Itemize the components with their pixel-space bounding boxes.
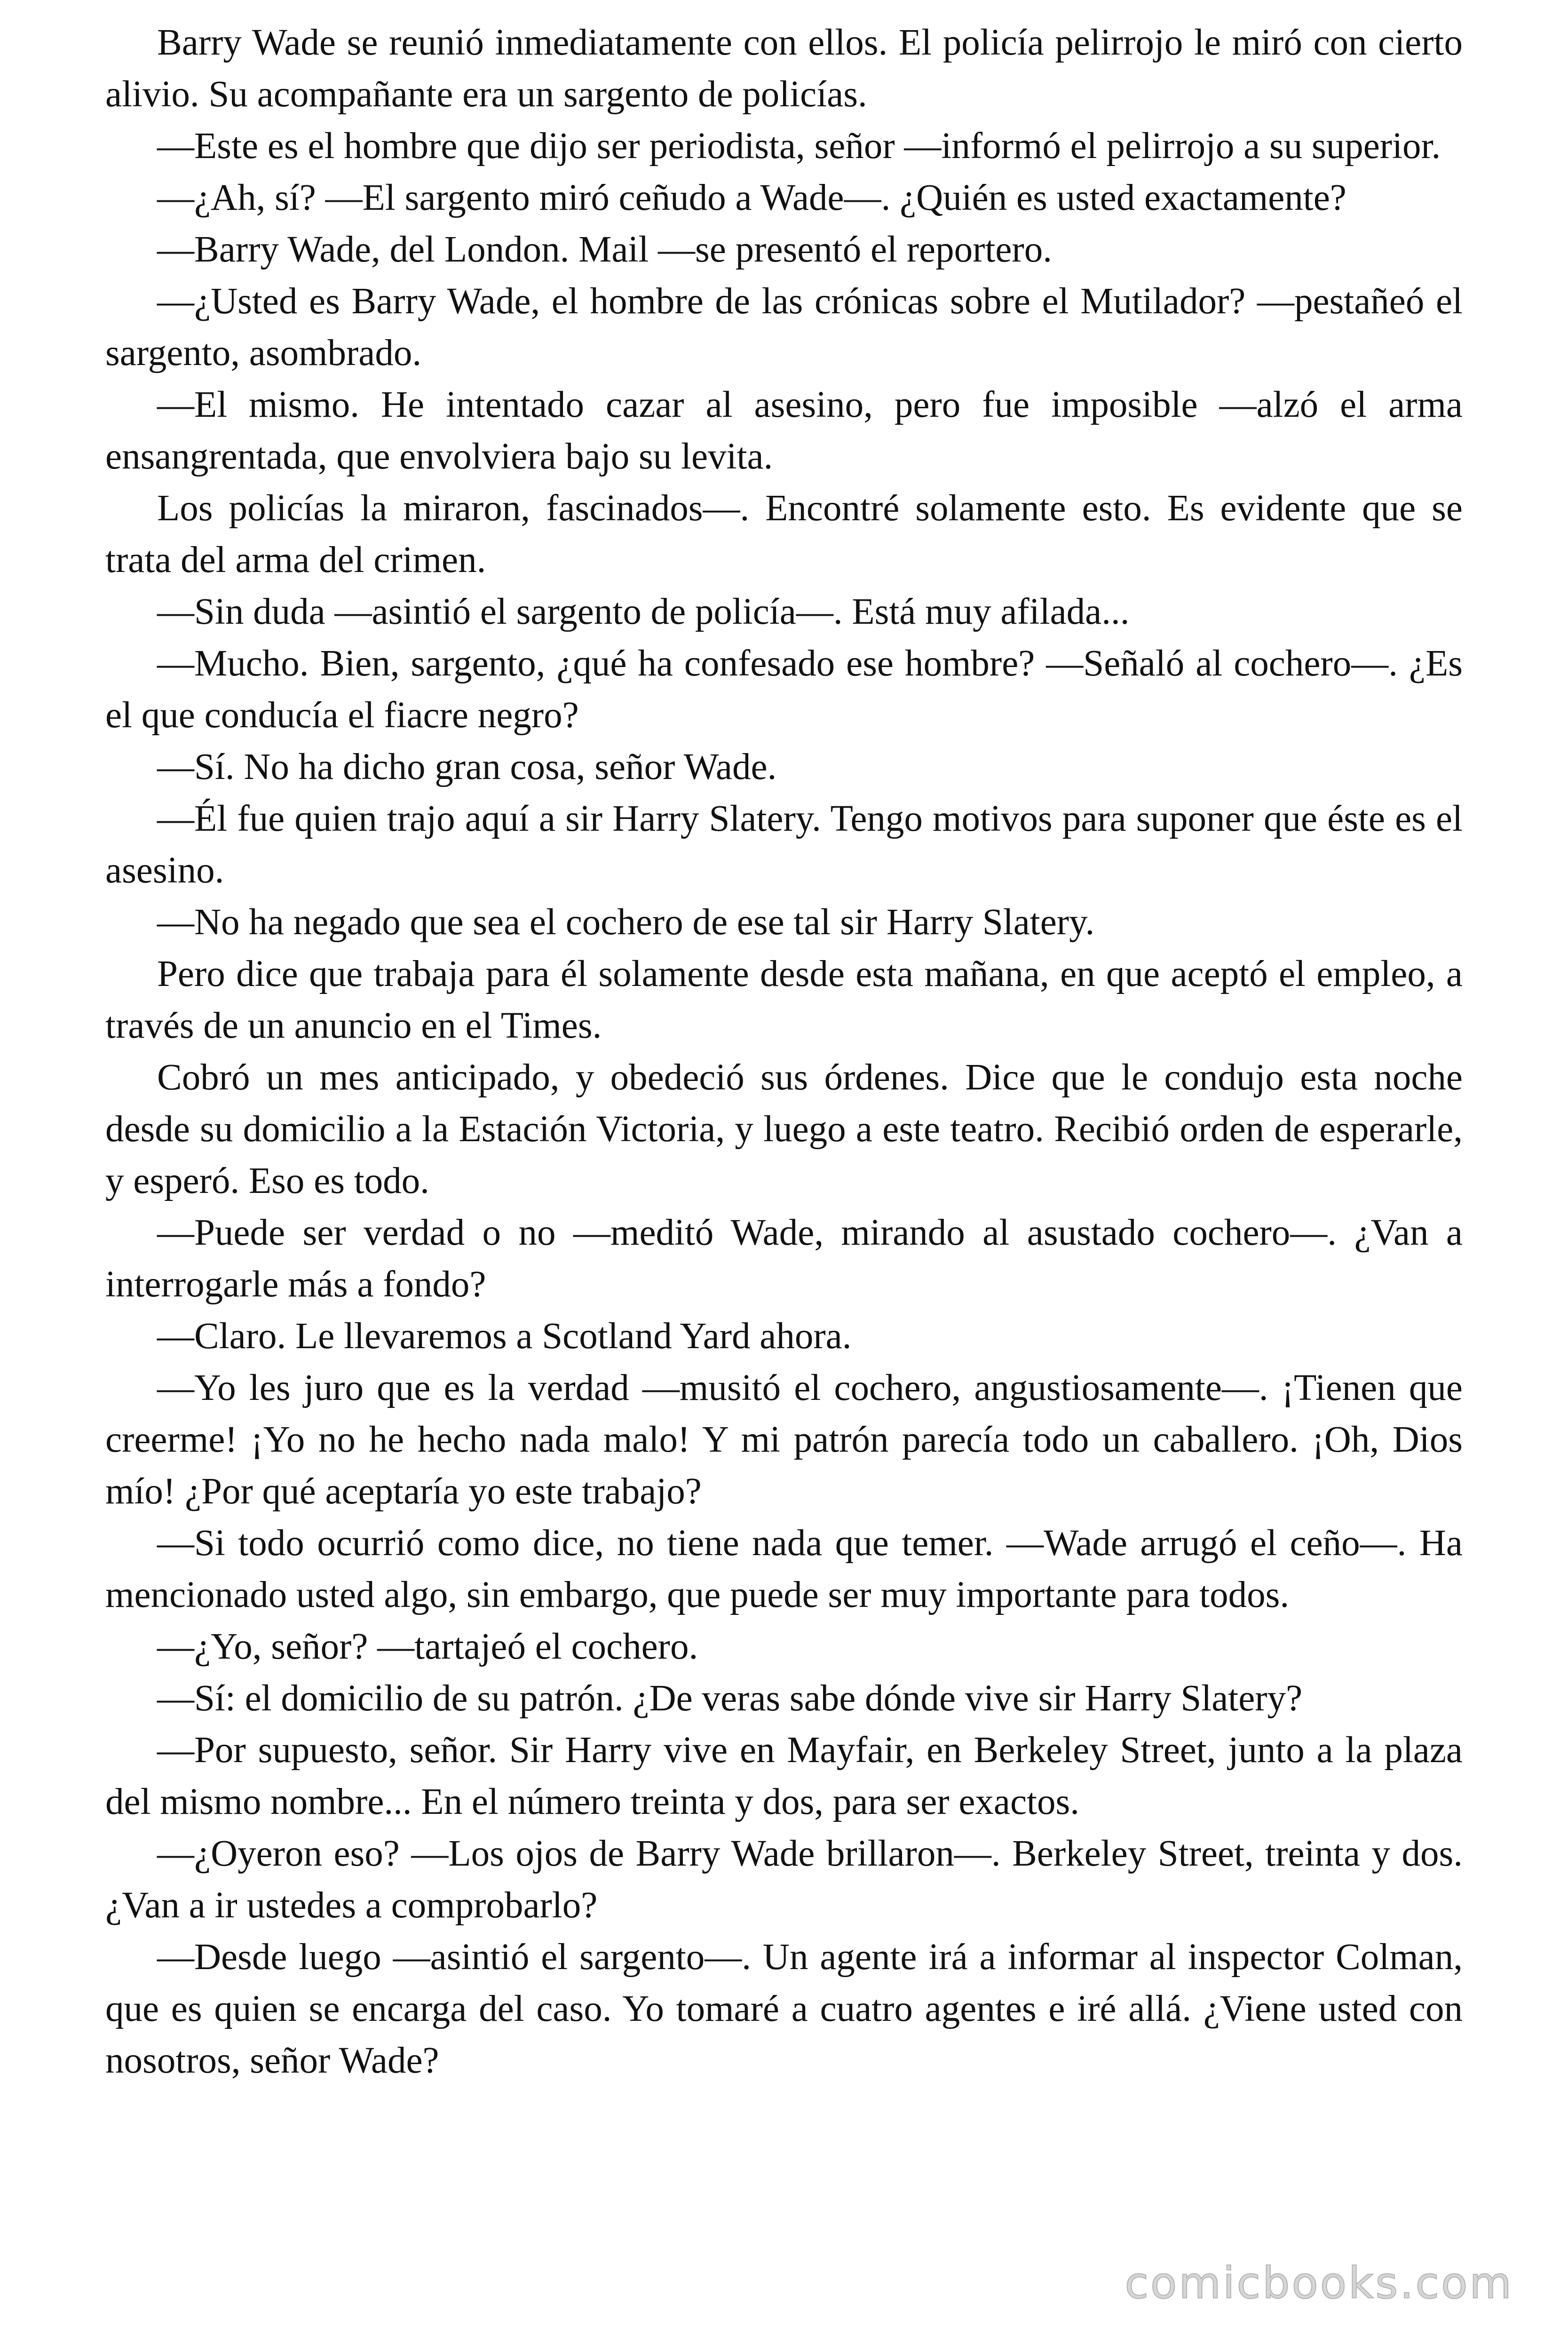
paragraph: —Este es el hombre que dijo ser periodista, señor —informó el pelirrojo a su superior. — [157, 126, 1441, 167]
paragraph: —¿Oyeron eso? —Los ojos de Barry Wade brillaron—. Berkeley Street, treinta y dos. ¿Van a ir ustedes a comprobarlo? — [105, 1833, 1463, 1926]
body-text — [105, 17, 1463, 2087]
paragraph: —¿Yo, señor? —tartajeó el cochero. — [157, 1626, 698, 1667]
paragraph: —Desde luego —asintió el sargento—. Un agente irá a informar al inspector Colman, que es quien se encarga del caso. Yo tomaré a cuatro agentes e iré allá. ¿Viene usted con nosotros, señor Wade? — [105, 1937, 1463, 2081]
paragraph: Cobró un mes anticipado, y obedeció sus órdenes. Dice que le condujo esta noche desde su domicilio a la Estación Victoria, y luego a este teatro. Recibió orden de esperarle, y esperó. Eso es todo. — [105, 1057, 1463, 1201]
watermark: comicbooks.com — [1125, 2258, 1513, 2308]
paragraph: —¿Usted es Barry Wade, el hombre de las crónicas sobre el Mutilador? —pestañeó el sargento, asombrado. — [105, 281, 1463, 373]
paragraph: —Puede ser verdad o no —meditó Wade, mirando al asustado cochero—. ¿Van a interrogarle más a fondo? — [105, 1212, 1463, 1305]
paragraph: —Sin duda —asintió el sargento de policía—. Está muy afilada... — [157, 591, 1130, 632]
paragraph: Los policías la miraron, fascinados—. Encontré solamente esto. Es evidente que se trata del arma del crimen. — [105, 488, 1463, 580]
paragraph: Pero dice que trabaja para él solamente desde esta mañana, en que aceptó el empleo, a través de un anuncio en el Times. — [105, 954, 1463, 1046]
paragraph: —Sí. No ha dicho gran cosa, señor Wade. — [157, 747, 777, 787]
paragraph: —Mucho. Bien, sargento, ¿qué ha confesado ese hombre? —Señaló al cochero—. ¿Es el que conducía el fiacre negro? — [105, 643, 1463, 736]
paragraph: —¿Ah, sí? —El sargento miró ceñudo a Wade—. ¿Quién es usted exactamente? — [157, 177, 1346, 218]
paragraph: —Sí: el domicilio de su patrón. ¿De veras sabe dónde vive sir Harry Slatery? — [157, 1678, 1303, 1719]
paragraph: —Si todo ocurrió como dice, no tiene nada que temer. —Wade arrugó el ceño—. Ha mencionado usted algo, sin embargo, que puede ser muy importante para todos. — [105, 1523, 1463, 1615]
paragraph: —Claro. Le llevaremos a Scotland Yard ahora. — [157, 1316, 852, 1357]
paragraph: —Él fue quien trajo aquí a sir Harry Slatery. Tengo motivos para suponer que éste es el asesino. — [105, 798, 1463, 891]
paragraph: —El mismo. He intentado cazar al asesino, pero fue imposible —alzó el arma ensangrentada, que envolviera bajo su levita. — [105, 384, 1463, 477]
paragraph: —Yo les juro que es la verdad —musitó el cochero, angustiosamente—. ¡Tienen que creerme! ¡Yo no he hecho nada malo! Y mi patrón parecía todo un caballero. ¡Oh, Dios mío! ¿Por qué aceptaría yo este trabajo? — [105, 1367, 1463, 1512]
paragraph: Barry Wade se reunió inmediatamente con ellos. El policía pelirrojo le miró con cierto alivio. Su acompañante era un sargento de policías. — [105, 22, 1463, 115]
paragraph: —Por supuesto, señor. Sir Harry vive en Mayfair, en Berkeley Street, junto a la plaza del mismo nombre... En el número treinta y dos, para ser exactos. — [105, 1730, 1463, 1822]
paragraph: —Barry Wade, del London. Mail —se presentó el reportero. — [157, 229, 1052, 270]
paragraph: —No ha negado que sea el cochero de ese tal sir Harry Slatery. — [157, 902, 1095, 943]
